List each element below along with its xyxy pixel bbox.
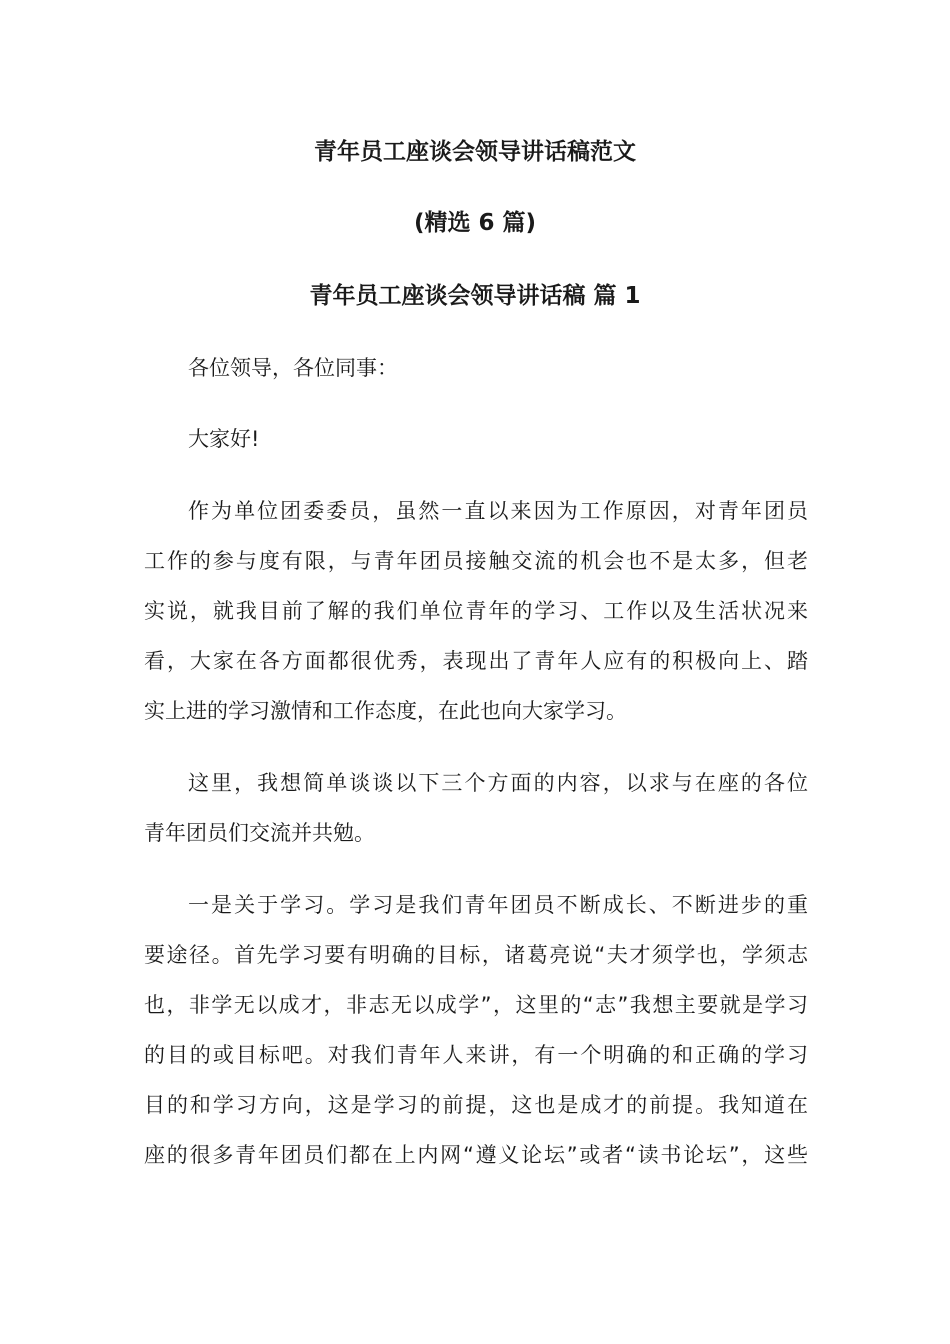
paragraph-topics <box>144 758 808 858</box>
paragraph-line: 目的和学习方向，这是学习的前提，这也是成才的前提。我知道在 <box>144 1093 808 1117</box>
paragraph-line: 工作的参与度有限，与青年团员接触交流的机会也不是太多，但老 <box>144 549 808 573</box>
paragraph-line: 作为单位团委委员，虽然一直以来因为工作原因，对青年团员 <box>188 499 808 523</box>
paragraph-hello <box>144 414 808 464</box>
paragraph-intro <box>144 486 808 736</box>
paragraph-line: 座的很多青年团员们都在上内网“遵义论坛”或者“读书论坛”，这些 <box>144 1143 808 1167</box>
document-subtitle: (精选 6 篇) <box>413 210 537 236</box>
paragraph-line: 看，大家在各方面都很优秀，表现出了青年人应有的积极向上、踏 <box>144 649 808 673</box>
paragraph-line: 实说，就我目前了解的我们单位青年的学习、工作以及生活状况来 <box>144 599 808 623</box>
paragraph-greeting <box>144 343 808 393</box>
paragraph-line: 实上进的学习激情和工作态度，在此也向大家学习。 <box>144 699 627 723</box>
paragraph-line: 一是关于学习。学习是我们青年团员不断成长、不断进步的重 <box>188 893 808 917</box>
paragraph-line: 也，非学无以成才，非志无以成学”，这里的“志”我想主要就是学习 <box>144 993 808 1017</box>
paragraph-line: 要途径。首先学习要有明确的目标，诸葛亮说“夫才须学也，学须志 <box>144 943 808 967</box>
paragraph-line: 的目的或目标吧。对我们青年人来讲，有一个明确的和正确的学习 <box>144 1043 808 1067</box>
section-heading: 青年员工座谈会领导讲话稿 篇 1 <box>309 283 641 309</box>
paragraph-line: 大家好! <box>188 427 260 451</box>
paragraph-learning <box>144 880 808 1180</box>
document-title: 青年员工座谈会领导讲话稿范文 <box>314 139 636 165</box>
paragraph-line: 这里，我想简单谈谈以下三个方面的内容，以求与在座的各位 <box>188 771 808 795</box>
paragraph-line: 青年团员们交流并共勉。 <box>144 821 375 845</box>
paragraph-line: 各位领导，各位同事： <box>188 356 398 380</box>
